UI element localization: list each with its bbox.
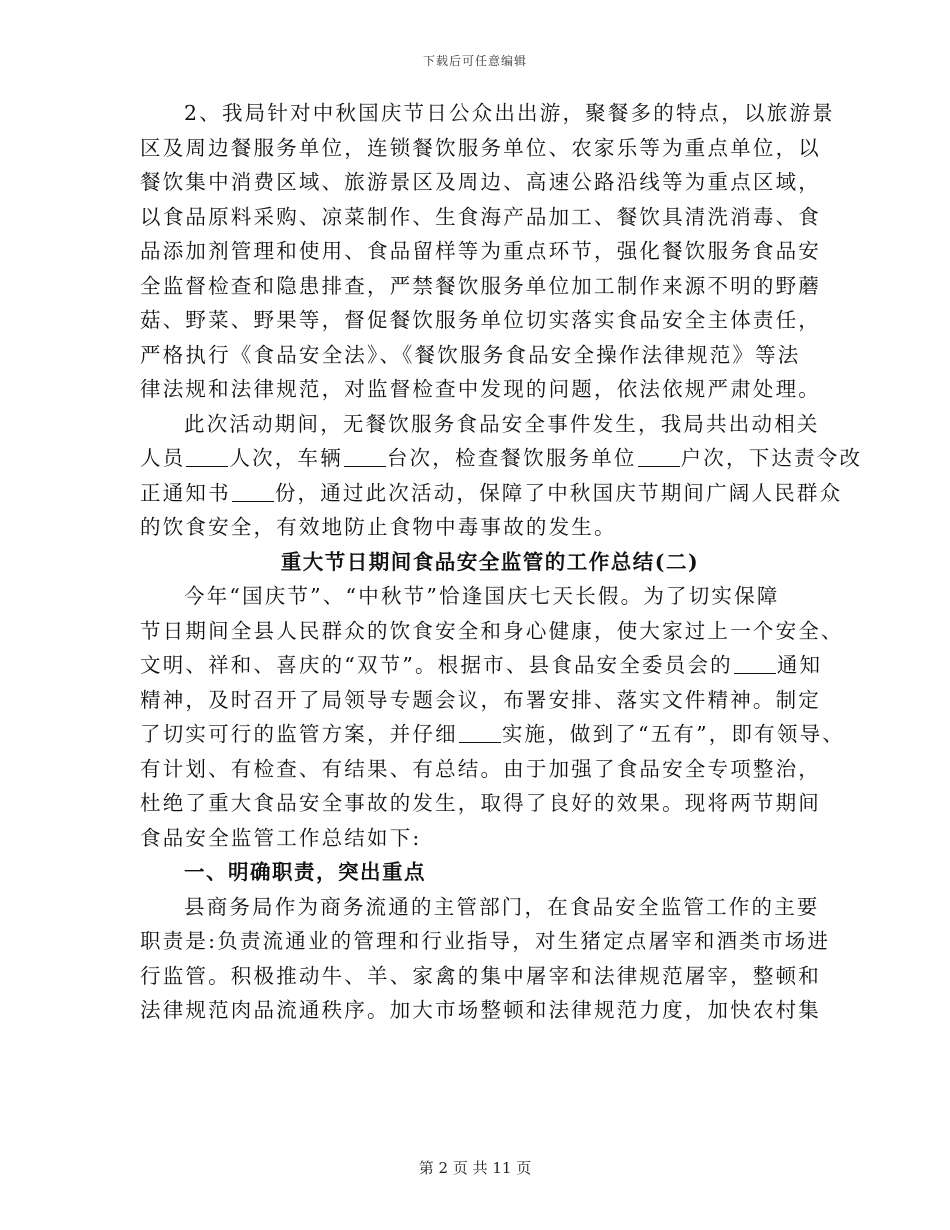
text-line: 律法规和法律规范，对监督检查中发现的问题，依法依规严肃处理。 [140, 377, 821, 401]
text-line: 以食品原料采购、凉菜制作、生食海产品加工、餐饮具清洗消毒、食 [140, 204, 821, 229]
text-segment: 台次，检查餐饮服务单位 [386, 446, 637, 470]
text-line: 全监督检查和隐患排查，严禁餐饮服务单位加工制作来源不明的野蘑 [140, 273, 821, 298]
fill-blank [638, 448, 680, 467]
fill-blank [344, 448, 386, 467]
text-segment: 精神，及时召开了局领导专题会议，布署安排、落实文件精神。制定 [140, 687, 821, 712]
text-segment: 文明、祥和、喜庆的“双节”。根据市、县食品安全委员会的 [140, 653, 733, 677]
text-segment: 有计划、有检查、有结果、有总结。由于加强了食品安全专项整治， [140, 756, 821, 781]
fill-blank [734, 655, 776, 674]
text-segment: 人次，车辆 [229, 446, 343, 470]
section-title: 重大节日期间食品安全监管的工作总结(二) [280, 549, 700, 574]
text-line [140, 579, 830, 614]
text-line: 菇、野菜、野果等，督促餐饮服务单位切实落实食品安全主体责任， [140, 308, 821, 332]
intro-paragraph [140, 579, 845, 855]
fill-blank [186, 448, 228, 467]
text-line [140, 648, 830, 683]
text-segment: 通知 [776, 653, 823, 677]
text-segment: 食品安全监管工作总结如下: [140, 825, 422, 850]
text-line: 县商务局作为商务流通的主管部门，在食品安全监管工作的主要 [184, 894, 820, 919]
text-segment: 实施，做到了“五有”，即有领导、 [501, 722, 845, 746]
fill-blank [232, 483, 274, 502]
subheading: 一、明确职责，突出重点 [184, 860, 426, 884]
text-segment: 今年“国庆节”、“中秋节”恰逢国庆七天长假。为了切实保障 [184, 584, 780, 608]
text-segment: 份，通过此次活动，保障了中秋国庆节期间广阔人民群众 [274, 480, 843, 505]
text-line [140, 786, 830, 821]
text-line: 品添加剂管理和使用、食品留样等为重点环节，强化餐饮服务食品安 [140, 239, 821, 263]
text-line: 法律规范肉品流通秩序。加大市场整顿和法律规范力度，加快农村集 [140, 998, 821, 1022]
page-footer: 第 2 页 共 11 页 [418, 1159, 532, 1177]
text-line [140, 407, 830, 442]
text-line [140, 441, 863, 476]
text-segment: 正通知书 [140, 480, 231, 505]
paragraph-2 [140, 407, 863, 545]
text-segment: 了切实可行的监管方案，并仔细 [140, 722, 458, 746]
text-segment: 户次，下达责令改 [680, 446, 863, 470]
text-line [140, 476, 843, 511]
text-segment: 此次活动期间，无餐饮服务食品安全事件发生，我局共出动相关 [184, 411, 820, 436]
text-line: 行监管。积极推动牛、羊、家禽的集中屠宰和法律规范屠宰，整顿和 [140, 963, 821, 988]
paragraph-1 [140, 96, 835, 407]
text-segment: 节日期间全县人民群众的饮食安全和身心健康，使大家过上一个安全、 [140, 618, 844, 643]
text-line: 2、我局针对中秋国庆节日公众出出游，聚餐多的特点，以旅游景 [184, 101, 835, 125]
text-line [140, 683, 830, 718]
text-segment: 人员 [140, 446, 186, 470]
text-segment: 杜绝了重大食品安全事故的发生，取得了良好的效果。现将两节期间 [140, 791, 821, 815]
text-line [140, 752, 830, 787]
document-body [140, 96, 863, 1028]
text-line: 区及周边餐服务单位，连锁餐饮服务单位、农家乐等为重点单位，以 [140, 135, 821, 160]
text-line: 职责是:负责流通业的管理和行业指导，对生猪定点屠宰和酒类市场进 [140, 929, 831, 953]
text-line: 严格执行《食品安全法》、《餐饮服务食品安全操作法律规范》等法 [140, 342, 801, 367]
body-paragraph [140, 890, 830, 1028]
text-segment: 的饮食安全，有效地防止食物中毒事故的发生。 [140, 515, 617, 539]
text-line [140, 821, 830, 856]
text-line [140, 717, 845, 752]
header-note: 下载后可任意编辑 [422, 54, 527, 68]
fill-blank [459, 724, 501, 743]
text-line [140, 614, 844, 649]
text-line: 餐饮集中消费区域、旅游景区及周边、高速公路沿线等为重点区域， [140, 170, 821, 194]
text-line [140, 510, 830, 545]
